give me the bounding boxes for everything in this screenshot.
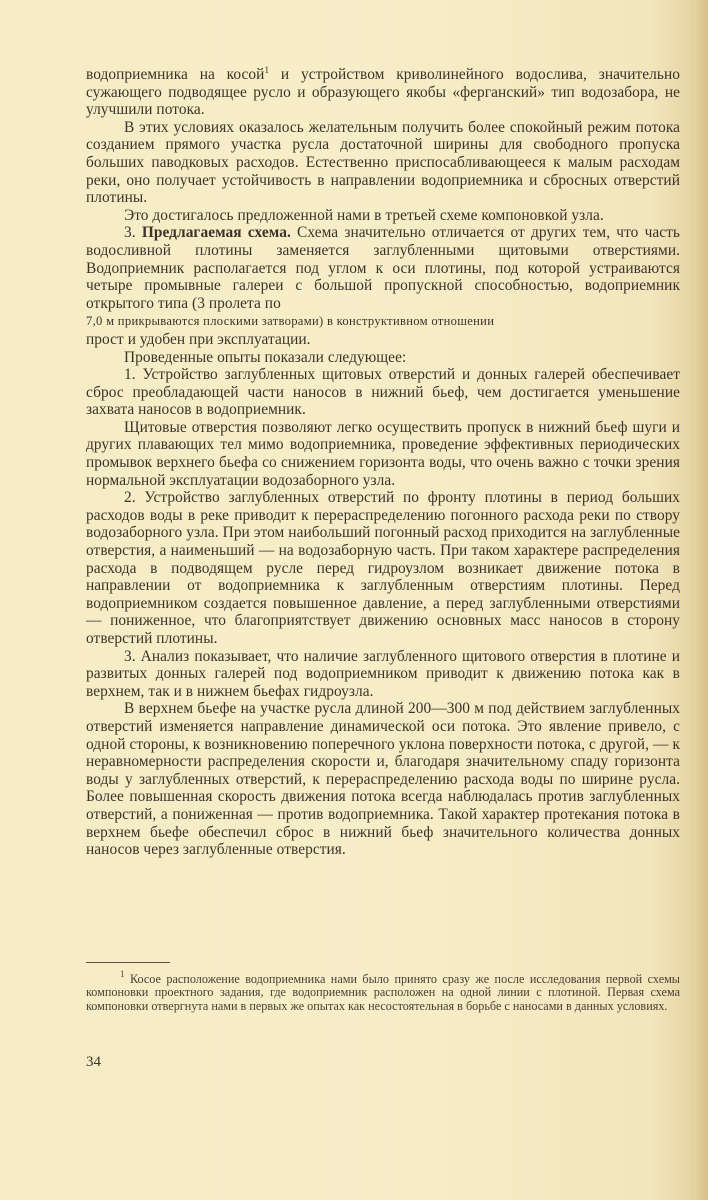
paragraph: Это достигалось предложенной нами в третьей схеме компоновкой узла. (124, 206, 604, 224)
section-paragraph (86, 224, 680, 348)
paragraph-text: Схема значительно отличается от других тем, что часть водосливной плотины заменяется заглубленными щитовыми отверстиями. Водоприемник располагается под углом к оси плотины, под которой устраиваются четыре промывные галереи с большой пропускной способностью, водоприемник открытого типа (3 пролета по (86, 224, 680, 312)
footnote-body (86, 969, 681, 1013)
paragraph: 2. Устройство заглубленных отверстий по фронту плотины в период больших расходов воды в реке приводит к перераспределению погонного расхода реки по створу водозаборного узла. При этом наибольший погонный расход приходится на заглубленные отверстия, а наименьший — на водозаборную часть. При таком характере распределения расхода в подводящем русле перед гидроузлом возникает движение потока в направлении от водоприемника к заглубленным отверстиям плотины. Перед водоприемником создается повышенное давление, а перед заглубленными отверстиями — пониженное, что благоприятствует движению основных масс наносов в сторону отверстий плотины. (86, 489, 680, 647)
paragraph-text-small: 7,0 м прикрываются плоскими затворами) в конструктивном отношении (86, 314, 495, 329)
section-heading: Предлагаемая схема. (141, 224, 291, 242)
footnote (86, 969, 681, 1013)
paragraph-continued (86, 66, 680, 119)
paragraph-text: водоприемника на косой (86, 66, 265, 83)
page-number: 34 (86, 1054, 101, 1070)
paragraph: 3. Анализ показывает, что наличие заглубленного щитового отверстия в плотине и развитых донных галерей под водоприемником приводит к движению потока как в верхнем, так и в нижнем бьефах гидроузла. (86, 647, 680, 700)
footnote-text: Косое расположение водоприемника нами было принято сразу же после исследования первой схемы компоновки проектного задания, где водоприемник расположен на одной линии с плотиной. Первая схема компоновки отвергнута нами в первых же опытах как несостоятельная в борьбе с наносами в данных условиях. (86, 972, 681, 1013)
paragraph-text: и устройством криволинейного водослива, значительно сужающего подводящее русло и образующего якобы «ферганский» тип водозабора, не улучшили потока. (86, 66, 680, 119)
body-text (86, 66, 680, 859)
paragraph: Щитовые отверстия позволяют легко осуществить пропуск в нижний бьеф шуги и других плавающих тел мимо водоприемника, проведение эффективных периодических промывок верхнего бьефа со снижением горизонта воды, что очень важно с точки зрения нормальной эксплуатации водозаборного узла. (86, 418, 680, 489)
paragraph: В этих условиях оказалось желательным получить более спокойный режим потока созданием прямого участка русла достаточной ширины для свободного пропуска больших паводковых расходов. Естественно приспосабливающееся к малым расходам реки, оно получает устойчивость в направлении водоприемника и сбросных отверстий плотины. (86, 118, 680, 207)
paragraph: Проведенные опыты показали следующее: (124, 348, 407, 366)
paragraph-text: прост и удобен при эксплуатации. (86, 330, 311, 348)
paragraph: 1. Устройство заглубленных щитовых отверстий и донных галерей обеспечивает сброс преобладающей части наносов в нижний бьеф, чем достигается уменьшение захвата наносов в водоприемник. (86, 366, 680, 419)
section-number: 3. (124, 224, 136, 242)
paragraph: В верхнем бьефе на участке русла длиной 200—300 м под действием заглубленных отверстий изменяется направление динамической оси потока. Это явление привело, с одной стороны, к возникновению поперечного уклона поверхности потока, с другой, — к неравномерности распределения скорости и, благодаря значительному спаду горизонта воды у заглубленных отверстий, к перераспределению расхода воды по ширине русла. Более повышенная скорость движения потока всегда наблюдалась против заглубленных отверстий, а пониженная — против водоприемника. Такой характер протекания потока в верхнем бьефе обеспечил сброс в нижний бьеф значительного количества донных наносов через заглубленные отверстия. (86, 700, 680, 859)
page-edge (694, 0, 708, 1200)
footnote-marker: 1 (120, 969, 125, 979)
footnote-ref[interactable]: 1 (264, 65, 270, 75)
footnote-divider (86, 962, 170, 963)
